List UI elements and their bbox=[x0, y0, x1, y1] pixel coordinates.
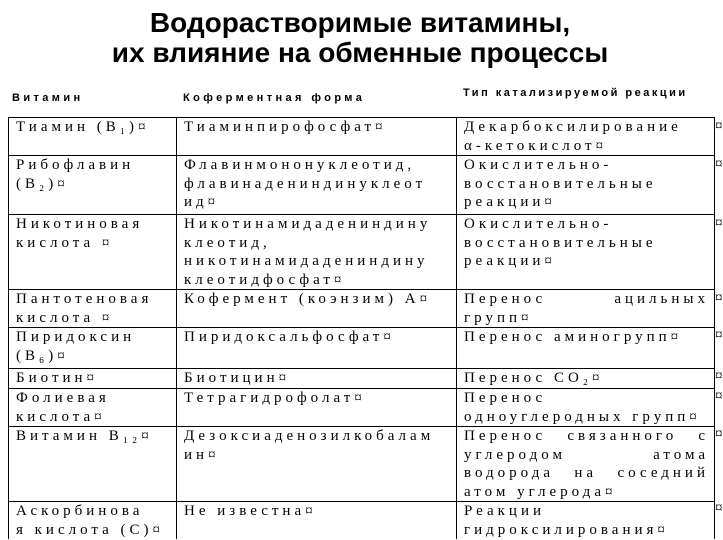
vitamin-line: (B₂)¤ bbox=[16, 175, 69, 192]
vitamin-cell bbox=[9, 156, 177, 215]
reaction-line: одноуглеродных групп¤ bbox=[464, 408, 701, 425]
reaction-cell bbox=[457, 427, 715, 502]
slide-title-line: Водорастворимые витамины, bbox=[149, 7, 571, 38]
vitamin-line: я кислота (C)¤ bbox=[16, 521, 165, 538]
reaction-cell bbox=[457, 389, 715, 427]
reaction-line: реакции¤ bbox=[464, 253, 556, 269]
table-row bbox=[9, 502, 715, 540]
coenzyme-cell bbox=[177, 502, 457, 540]
reaction-cell bbox=[457, 369, 715, 389]
reaction-line: гидроксилирования¤ bbox=[464, 521, 669, 538]
vitamin-line: Тиамин (B₁)¤ bbox=[16, 119, 150, 135]
reaction-line: Перенос CO₂¤ bbox=[464, 370, 604, 386]
table-row bbox=[9, 328, 715, 369]
table-row bbox=[9, 156, 715, 215]
coenzyme-line: Никотинамидадениндину bbox=[184, 216, 432, 232]
coenzyme-line: Дезоксиаденозилкобалам bbox=[184, 428, 435, 444]
coenzyme-cell bbox=[177, 290, 457, 328]
vitamin-cell bbox=[9, 369, 177, 389]
row-end-marker: ¤ bbox=[715, 368, 723, 384]
reaction-line: групп¤ bbox=[464, 309, 533, 326]
reaction-cell bbox=[457, 502, 715, 540]
table-row bbox=[9, 369, 715, 389]
coenzyme-line: никотинамидадениндину bbox=[184, 253, 429, 269]
vitamin-cell bbox=[9, 118, 177, 156]
reaction-line: Перенос ацильных bbox=[464, 291, 709, 307]
table-row bbox=[9, 215, 715, 290]
coenzyme-line: ин¤ bbox=[184, 446, 220, 463]
coenzyme-line: Тетрагидрофолат¤ bbox=[184, 390, 366, 406]
reaction-line: углеродом атома bbox=[464, 446, 709, 463]
vitamins-table bbox=[8, 117, 715, 539]
coenzyme-line: Флавинмононуклеотид, bbox=[184, 157, 416, 173]
table-row bbox=[9, 427, 715, 502]
coenzyme-cell bbox=[177, 328, 457, 369]
reaction-cell bbox=[457, 328, 715, 369]
vitamin-line: кислота¤ bbox=[16, 408, 106, 425]
coenzyme-cell bbox=[177, 369, 457, 389]
coenzyme-cell bbox=[177, 156, 457, 215]
coenzyme-line: клеотидфосфат¤ bbox=[184, 271, 346, 288]
coenzyme-cell bbox=[177, 389, 457, 427]
table-row bbox=[9, 290, 715, 328]
column-header-coenzyme: Коферментная форма bbox=[183, 92, 366, 104]
vitamin-cell bbox=[9, 215, 177, 290]
row-end-marker: ¤ bbox=[715, 500, 723, 516]
reaction-cell bbox=[457, 215, 715, 290]
vitamin-line: Биотин¤ bbox=[16, 370, 99, 386]
coenzyme-line: флавинадениндинуклеот bbox=[184, 175, 427, 192]
vitamin-cell bbox=[9, 502, 177, 540]
column-header-vitamin: Витамин bbox=[12, 92, 84, 104]
vitamin-cell bbox=[9, 290, 177, 328]
coenzyme-line: Не известна¤ bbox=[184, 503, 317, 519]
table-row bbox=[9, 389, 715, 427]
table-body bbox=[9, 118, 715, 540]
vitamin-line: Пиридоксин bbox=[16, 329, 136, 345]
row-end-marker: ¤ bbox=[715, 388, 723, 404]
reaction-line: Перенос аминогрупп¤ bbox=[464, 329, 683, 345]
vitamin-line: Пантотеновая bbox=[16, 291, 153, 307]
row-end-marker: ¤ bbox=[715, 118, 723, 134]
coenzyme-line: ид¤ bbox=[184, 194, 220, 210]
reaction-line: восстановительные bbox=[464, 234, 657, 251]
reaction-line: α-кетокислот¤ bbox=[464, 137, 608, 154]
vitamin-line: Рибофлавин bbox=[16, 157, 135, 173]
reaction-line: Окислительно- bbox=[464, 157, 613, 173]
coenzyme-cell bbox=[177, 118, 457, 156]
reaction-line: Перенос bbox=[464, 390, 547, 406]
reaction-line: Реакции bbox=[464, 503, 546, 519]
vitamin-line: Никотиновая bbox=[16, 216, 144, 232]
row-end-marker: ¤ bbox=[715, 156, 723, 172]
reaction-cell bbox=[457, 118, 715, 156]
vitamin-line: Витамин B₁₂¤ bbox=[16, 428, 153, 444]
reaction-line: восстановительные bbox=[464, 175, 657, 192]
coenzyme-cell bbox=[177, 215, 457, 290]
row-end-marker: ¤ bbox=[715, 426, 723, 442]
column-header-reaction: Тип катализируемой реакции bbox=[463, 87, 688, 99]
vitamin-line: кислота ¤ bbox=[16, 309, 114, 326]
coenzyme-line: Пиридоксальфосфат¤ bbox=[184, 329, 395, 345]
vitamin-line: (B₆)¤ bbox=[16, 347, 69, 364]
coenzyme-line: Тиаминпирофосфат¤ bbox=[184, 119, 387, 135]
coenzyme-cell bbox=[177, 427, 457, 502]
reaction-line: Перенос связанного с bbox=[464, 428, 709, 444]
row-end-marker: ¤ bbox=[715, 290, 723, 306]
row-end-marker: ¤ bbox=[715, 327, 723, 343]
vitamin-line: Аскорбинова bbox=[16, 503, 144, 519]
row-end-marker: ¤ bbox=[715, 215, 723, 231]
reaction-cell bbox=[457, 290, 715, 328]
reaction-cell bbox=[457, 156, 715, 215]
reaction-line: атом углерода¤ bbox=[464, 483, 617, 500]
reaction-line: Декарбоксилирование bbox=[464, 119, 682, 135]
vitamin-cell bbox=[9, 389, 177, 427]
reaction-line: водорода на соседний bbox=[464, 465, 709, 481]
coenzyme-line: клеотид, bbox=[184, 234, 271, 251]
coenzyme-line: Биотицин¤ bbox=[184, 370, 291, 386]
vitamin-cell bbox=[9, 427, 177, 502]
vitamin-cell bbox=[9, 328, 177, 369]
coenzyme-line: Кофермент (коэнзим) А¤ bbox=[184, 291, 432, 307]
slide-title-line: их влияние на обменные процессы bbox=[111, 37, 609, 68]
reaction-line: реакции¤ bbox=[464, 194, 556, 210]
vitamin-line: кислота ¤ bbox=[16, 234, 114, 251]
vitamin-line: Фолиевая bbox=[16, 390, 110, 406]
table-row bbox=[9, 118, 715, 156]
reaction-line: Окислительно- bbox=[464, 216, 613, 232]
slide-title bbox=[0, 8, 720, 68]
